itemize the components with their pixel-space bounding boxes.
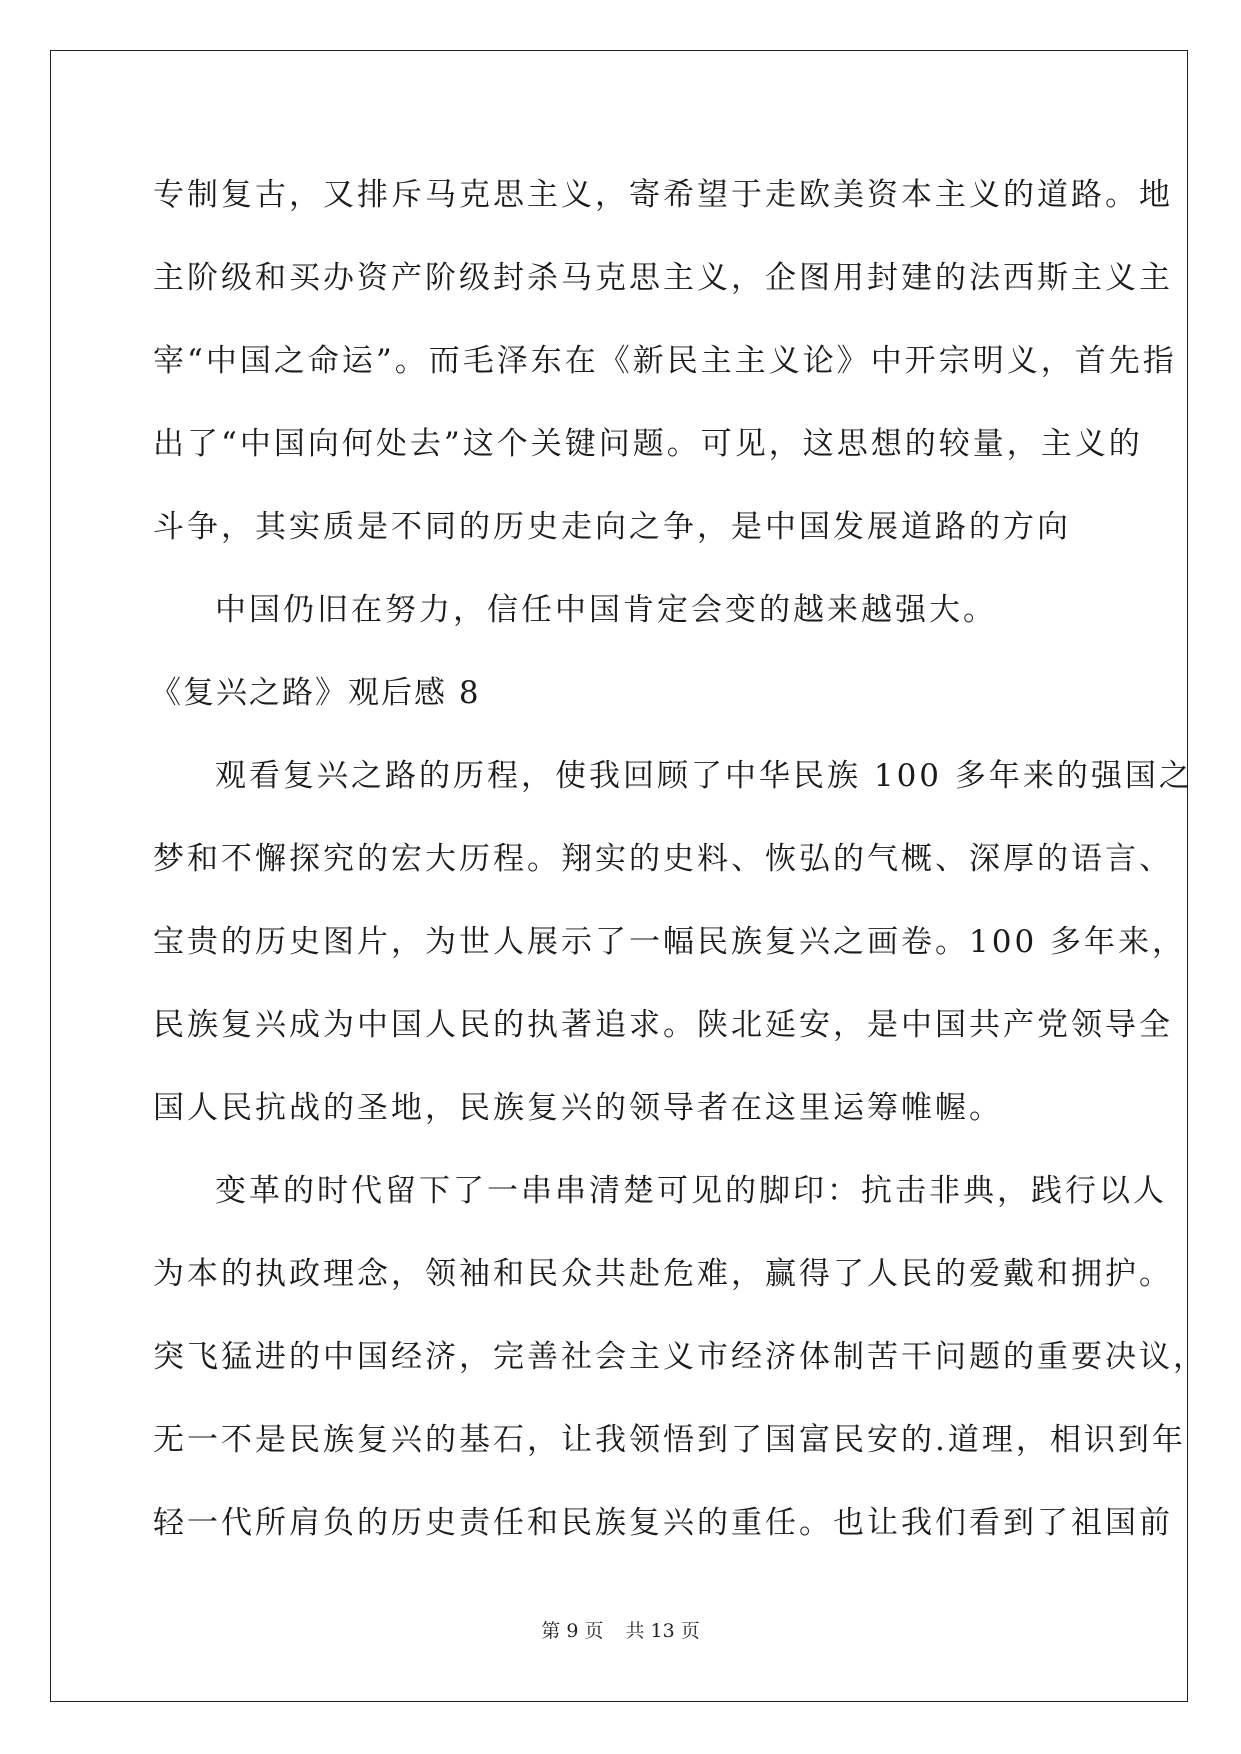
- text-line: 无一不是民族复兴的基石，让我领悟到了国富民安的.道理，相识到年: [153, 1422, 1186, 1458]
- text-line: 轻一代所肩负的历史责任和民族复兴的重任。也让我们看到了祖国前: [153, 1505, 1173, 1541]
- paragraph-start: 变革的时代留下了一串串清楚可见的脚印：抗击非典，践行以人: [215, 1173, 1167, 1209]
- page-footer: [0, 1616, 1241, 1643]
- text-line: 突飞猛进的中国经济，完善社会主义市经济体制苦干问题的重要决议，: [153, 1339, 1207, 1375]
- text-line: 出了“中国向何处去”这个关键问题。可见，这思想的较量，主义的: [153, 426, 1143, 462]
- text-line: 为本的执政理念，领袖和民众共赴危难，赢得了人民的爱戴和拥护。: [153, 1256, 1173, 1292]
- text-line: 梦和不懈探究的宏大历程。翔实的史料、恢弘的气概、深厚的语言、: [153, 841, 1173, 877]
- page-number: 第 9 页: [541, 1620, 604, 1642]
- paragraph-start: 中国仍旧在努力，信任中国肯定会变的越来越强大。: [215, 592, 997, 628]
- page-total: 共 13 页: [625, 1620, 700, 1642]
- text-line: 宰“中国之命运”。而毛泽东在《新民主主义论》中开宗明义，首先指: [153, 343, 1177, 379]
- text-line: 主阶级和买办资产阶级封杀马克思主义，企图用封建的法西斯主义主: [153, 260, 1173, 296]
- paragraph-start: 观看复兴之路的历程，使我回顾了中华民族 100 多年来的强国之: [215, 758, 1193, 794]
- document-body: [150, 160, 1207, 1565]
- text-line: 专制复古，又排斥马克思主义，寄希望于走欧美资本主义的道路。地: [153, 177, 1173, 213]
- text-line: 宝贵的历史图片，为世人展示了一幅民族复兴之画卷。100 多年来，: [153, 924, 1187, 960]
- text-line: 斗争，其实质是不同的历史走向之争，是中国发展道路的方向: [153, 509, 1071, 545]
- text-line: 国人民抗战的圣地，民族复兴的领导者在这里运筹帷幄。: [153, 1090, 1003, 1126]
- section-heading: 《复兴之路》观后感 8: [150, 675, 481, 711]
- text-line: 民族复兴成为中国人民的执著追求。陕北延安，是中国共产党领导全: [153, 1007, 1173, 1043]
